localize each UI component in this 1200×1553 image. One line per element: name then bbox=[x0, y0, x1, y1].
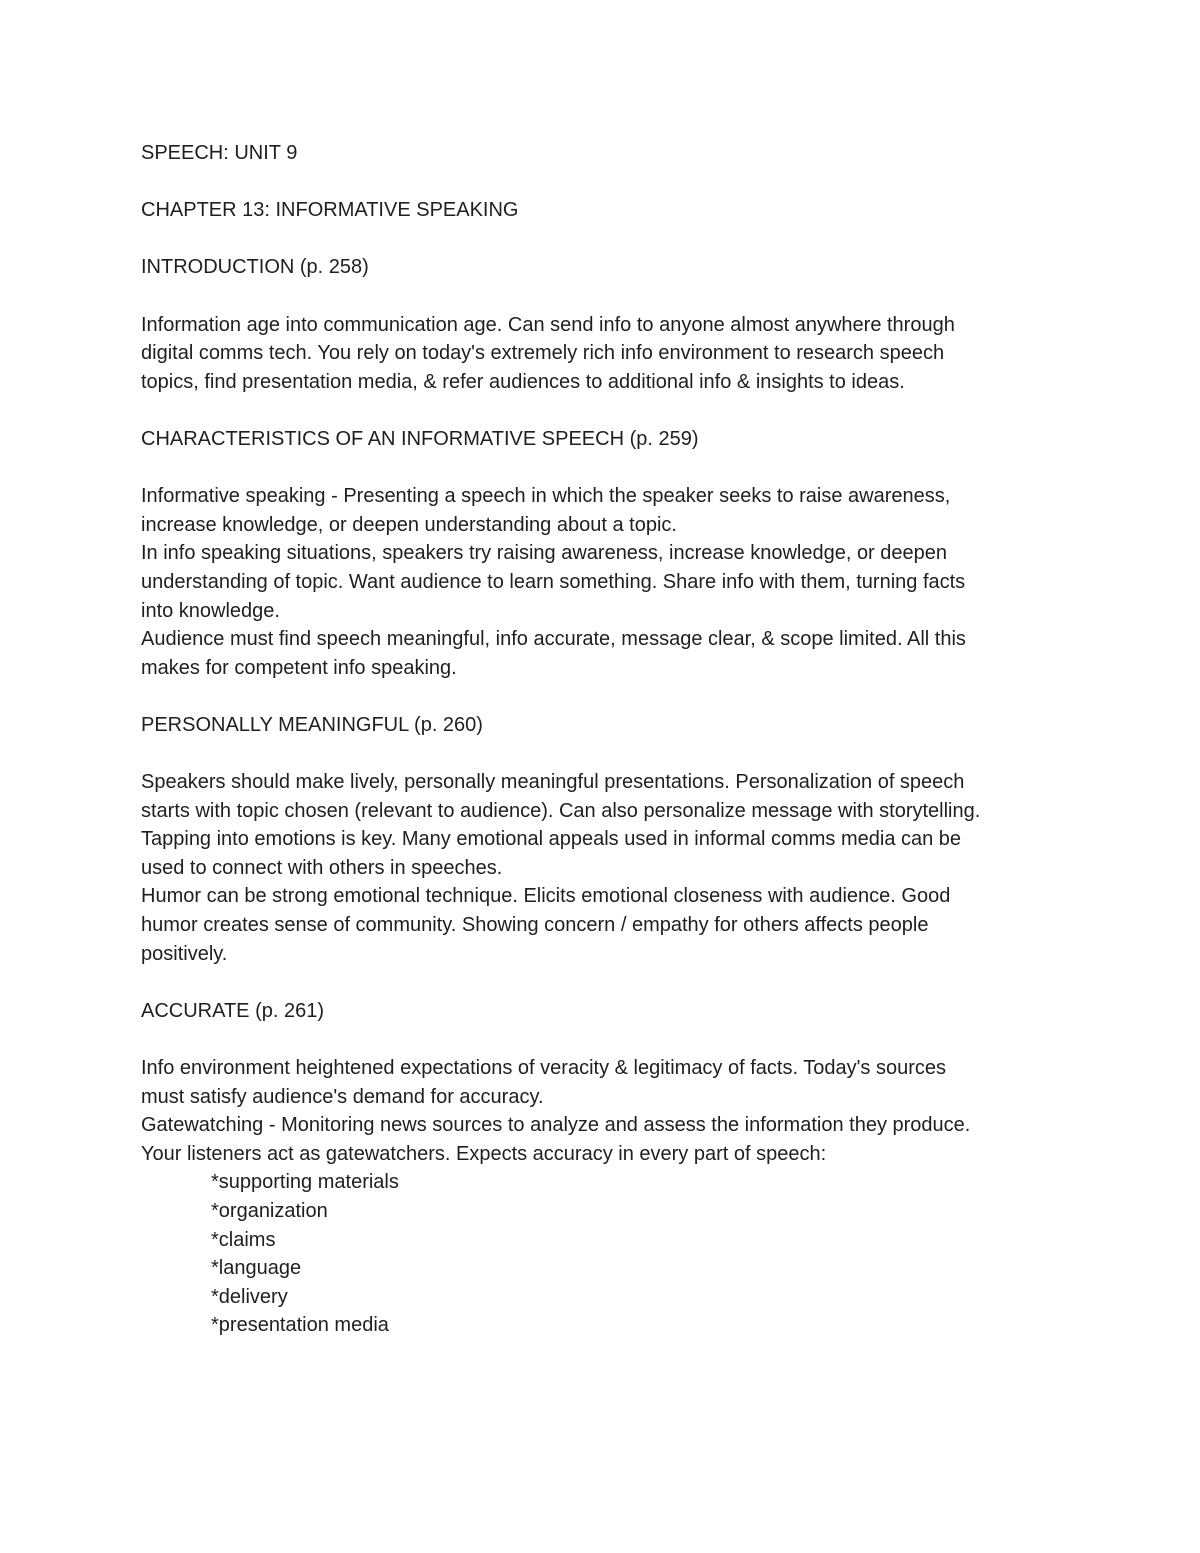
paragraph-line: Informative speaking - Presenting a speech in which the speaker seeks to raise awareness, bbox=[141, 485, 951, 508]
paragraph-line: topics, find presentation media, & refer audiences to additional info & insights to ideas. bbox=[141, 370, 905, 393]
list-item: *delivery bbox=[211, 1285, 288, 1308]
list-item: *supporting materials bbox=[211, 1171, 399, 1194]
paragraph-line: Speakers should make lively, personally meaningful presentations. Personalization of speech bbox=[141, 771, 965, 794]
spacer bbox=[141, 682, 1061, 711]
paragraph-line: Information age into communication age. Can send info to anyone almost anywhere through bbox=[141, 313, 955, 336]
paragraph-line: into knowledge. bbox=[141, 599, 280, 622]
paragraph-line: Humor can be strong emotional technique. Elicits emotional closeness with audience. Good bbox=[141, 885, 951, 908]
paragraph-line: used to connect with others in speeches. bbox=[141, 856, 503, 879]
paragraph-line: humor creates sense of community. Showing concern / empathy for others affects people bbox=[141, 914, 929, 937]
spacer bbox=[141, 282, 1061, 311]
section-heading-characteristics: CHARACTERISTICS OF AN INFORMATIVE SPEECH (p. 259) bbox=[141, 427, 699, 450]
paragraph-line: digital comms tech. You rely on today's extremely rich info environment to research speech bbox=[141, 342, 945, 365]
paragraph-line: positively. bbox=[141, 942, 228, 965]
paragraph-line: understanding of topic. Want audience to learn something. Share info with them, turning facts bbox=[141, 570, 966, 593]
paragraph-line: makes for competent info speaking. bbox=[141, 656, 457, 679]
spacer bbox=[141, 739, 1061, 768]
chapter-heading: CHAPTER 13: INFORMATIVE SPEAKING bbox=[141, 199, 519, 222]
paragraph-line: starts with topic chosen (relevant to audience). Can also personalize message with storytelling. bbox=[141, 799, 981, 822]
paragraph-line: Info environment heightened expectations of veracity & legitimacy of facts. Today's sources bbox=[141, 1057, 946, 1079]
paragraph-line: increase knowledge, or deepen understanding about a topic. bbox=[141, 513, 677, 536]
spacer bbox=[141, 454, 1061, 483]
paragraph-line: Tapping into emotions is key. Many emotional appeals used in informal comms media can be bbox=[141, 828, 962, 851]
paragraph-line: Audience must find speech meaningful, info accurate, message clear, & scope limited. All this bbox=[141, 628, 966, 651]
spacer bbox=[141, 968, 1061, 997]
section-heading-introduction: INTRODUCTION (p. 258) bbox=[141, 256, 369, 279]
spacer bbox=[141, 1025, 1061, 1054]
list-item: *organization bbox=[211, 1199, 328, 1222]
list-item: *presentation media bbox=[211, 1314, 389, 1337]
spacer bbox=[141, 225, 1061, 254]
paragraph-line: In info speaking situations, speakers try raising awareness, increase knowledge, or deepen bbox=[141, 542, 948, 565]
paragraph-line: must satisfy audience's demand for accuracy. bbox=[141, 1085, 544, 1108]
paragraph-line: Your listeners act as gatewatchers. Expects accuracy in every part of speech: bbox=[141, 1142, 827, 1165]
section-heading-personally-meaningful: PERSONALLY MEANINGFUL (p. 260) bbox=[141, 713, 483, 736]
spacer bbox=[141, 168, 1061, 197]
spacer bbox=[141, 396, 1061, 425]
paragraph-line: Gatewatching - Monitoring news sources to analyze and assess the information they produce. bbox=[141, 1114, 971, 1137]
section-heading-accurate: ACCURATE (p. 261) bbox=[141, 999, 325, 1022]
document-title: SPEECH: UNIT 9 bbox=[141, 142, 298, 164]
list-item: *language bbox=[211, 1257, 302, 1280]
document-page bbox=[141, 139, 1061, 1340]
list-item: *claims bbox=[211, 1228, 276, 1251]
